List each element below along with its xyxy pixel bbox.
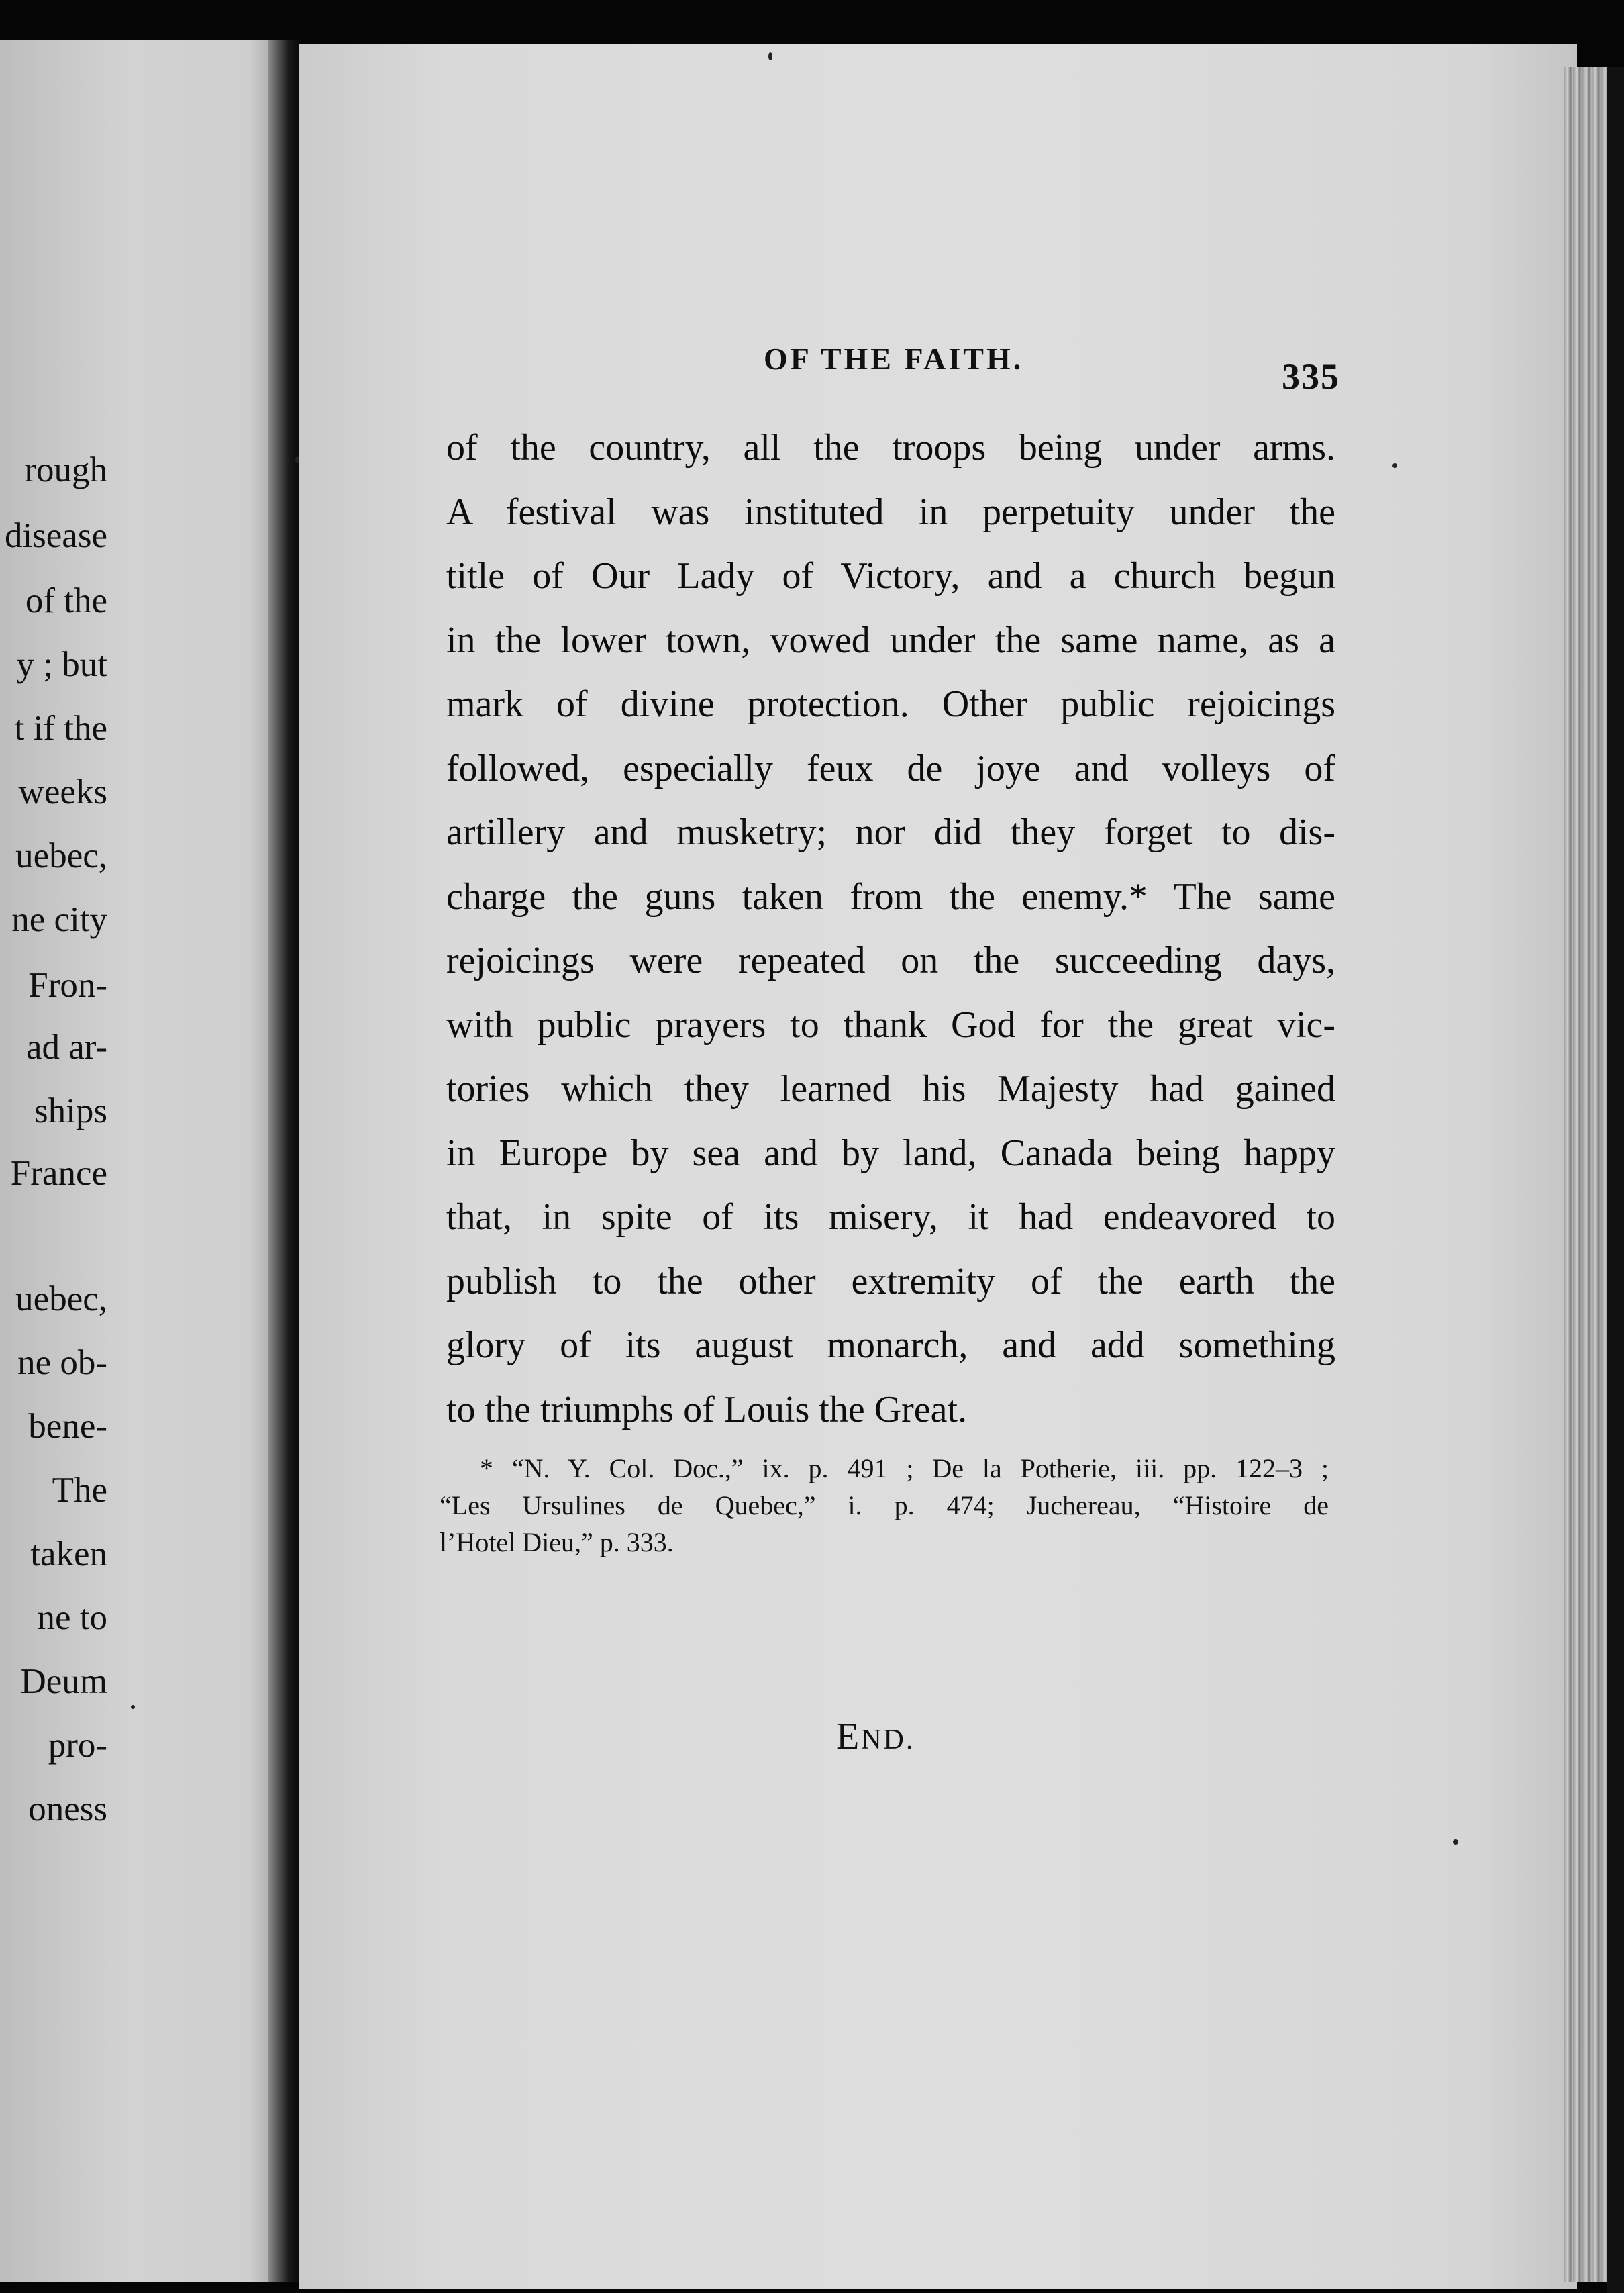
body-line: of the country, all the troops being under arms. (446, 427, 1335, 469)
body-line: in the lower town, vowed under the same name, as a (446, 619, 1335, 661)
left-page-line (0, 1208, 107, 1262)
body-line: followed, especially feux de joye and volleys of (446, 747, 1335, 789)
left-page-line: uebec, (15, 836, 107, 875)
body-line: charge the guns taken from the enemy.* The same (446, 875, 1335, 918)
left-page-line: ne city (11, 900, 107, 939)
body-line: to the triumphs of Louis the Great. (446, 1388, 968, 1430)
left-page-line: France (10, 1154, 107, 1193)
left-page-line: uebec, (15, 1279, 107, 1318)
body-line: artillery and musketry; nor did they forget to dis- (446, 812, 1335, 853)
body-line: A festival was instituted in perpetuity under the (446, 491, 1335, 533)
scan-speck (1392, 463, 1397, 468)
end-mark (836, 1715, 915, 1758)
left-page-line: taken (30, 1534, 107, 1573)
end-mark-rest: ND. (861, 1724, 915, 1755)
left-page-line: bene- (28, 1407, 107, 1446)
page-number: 335 (1282, 356, 1340, 397)
body-line: that, in spite of its misery, it had endeavored to (446, 1196, 1335, 1238)
body-line: publish to the other extremity of the earth the (446, 1260, 1335, 1302)
left-page-line: oness (28, 1790, 107, 1828)
left-page-line: ships (34, 1091, 107, 1130)
footnote-line: * “N. Y. Col. Doc.,” ix. p. 491 ; De la Potherie, iii. pp. 122–3 ; (480, 1453, 1329, 1483)
footnote (440, 1450, 1329, 1561)
scan-speck (1453, 1839, 1458, 1845)
left-page-line: t if the (14, 709, 107, 748)
body-line: with public prayers to thank God for the great vic- (446, 1004, 1335, 1046)
scan-speck (295, 456, 299, 463)
body-line: tories which they learned his Majesty had gained (446, 1068, 1335, 1110)
left-page-line: rough (24, 450, 107, 489)
left-page-line: Fron- (28, 966, 107, 1005)
body-line: in Europe by sea and by land, Canada being happy (446, 1132, 1335, 1174)
body-line: rejoicings were repeated on the succeeding days, (446, 940, 1335, 981)
footnote-line: l’Hotel Dieu,” p. 333. (440, 1527, 674, 1557)
left-page-line: weeks (18, 773, 107, 812)
scan-speck (131, 1705, 135, 1709)
left-page-line: ne ob- (17, 1343, 107, 1382)
scan-speck (768, 52, 772, 60)
left-page-line: disease (4, 516, 107, 555)
body-line: title of Our Lady of Victory, and a church begun (446, 555, 1335, 597)
running-head: OF THE FAITH. (764, 342, 1024, 376)
page-edge-shadow (1607, 67, 1624, 2293)
page-edges (1564, 67, 1607, 2282)
left-page-line: The (52, 1471, 107, 1510)
left-page-line: y ; but (16, 645, 107, 684)
left-page-line: ne to (37, 1598, 107, 1637)
left-page-line: ad ar- (26, 1028, 107, 1067)
left-page-line: of the (25, 581, 107, 620)
footnote-line: “Les Ursulines de Quebec,” i. p. 474; Juchereau, “Histoire de (440, 1490, 1329, 1520)
end-mark-initial: E (836, 1716, 862, 1757)
book-gutter (268, 40, 302, 2282)
left-page-line: pro- (48, 1726, 107, 1765)
body-line: mark of divine protection. Other public rejoicings (446, 683, 1335, 725)
left-page-line: Deum (20, 1662, 107, 1701)
body-line: glory of its august monarch, and add something (446, 1324, 1335, 1366)
body-text (446, 416, 1335, 1442)
